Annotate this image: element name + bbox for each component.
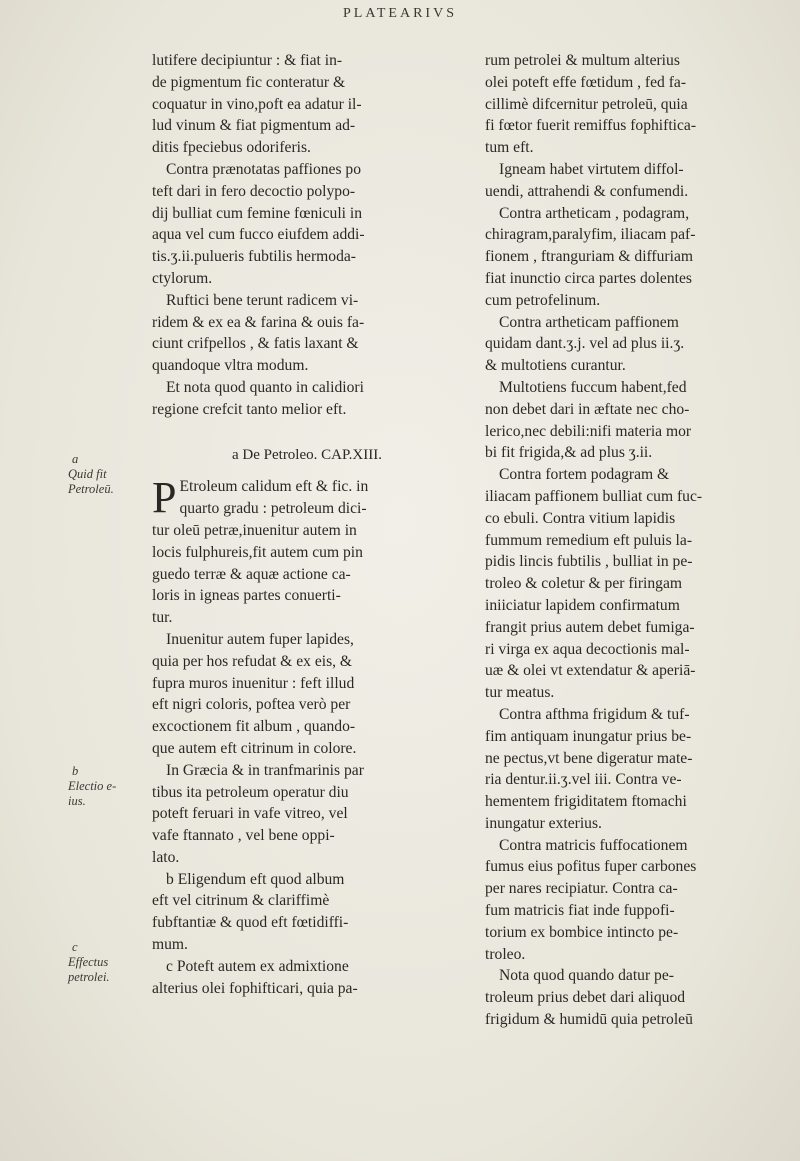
text-line: ridem & ex ea & farina & ouis fa- [152, 313, 365, 331]
text-line: alterius olei fophifticari, quia pa- [152, 979, 358, 997]
text-line: coquatur in vino,poft ea adatur il- [152, 95, 362, 113]
text-line: de pigmentum fic conteratur & [152, 73, 346, 91]
text-line: vafe ftannato , vel bene oppi- [152, 827, 335, 845]
text-line: per nares recipiatur. Contra ca- [485, 880, 678, 898]
text-line: Inuenitur autem fuper lapides, [166, 630, 354, 648]
text-line: ciunt crifpellos , & fatis laxant & [152, 335, 359, 353]
text-line: Contra afthma frigidum & tuf- [499, 705, 690, 723]
text-line: torium ex bombice intincto pe- [485, 923, 679, 941]
right-column-text [485, 50, 777, 1031]
text-line: & multotiens curantur. [485, 357, 626, 375]
text-line: tum eft. [485, 139, 534, 157]
text-line: eft vel citrinum & clariffimè [152, 892, 330, 910]
chapter-text [152, 473, 462, 999]
margin-note-text: Electio e- [68, 779, 117, 793]
text-line: fi fœtor fuerit remiffus fophiftica- [485, 117, 697, 135]
right-column [485, 50, 777, 1031]
margin-notes [0, 0, 140, 1161]
text-line: ne pectus,vt bene digeratur mate- [485, 749, 693, 767]
text-line: b Eligendum eft quod album [166, 870, 345, 888]
text-line: bi fit frigida,& ad plus ʒ.ii. [485, 444, 653, 462]
text-line: tis.ʒ.ii.pulueris fubtilis hermoda- [152, 248, 356, 266]
text-line: Contra fortem podagram & [499, 466, 670, 484]
text-line: frangit prius autem debet fumiga- [485, 618, 695, 636]
text-line: inungatur exterius. [485, 814, 602, 832]
text-line: In Græcia & in tranfmarinis par [166, 761, 364, 779]
margin-note-text: Petroleū. [68, 482, 114, 496]
text-line: aqua vel cum fucco eiufdem addi- [152, 226, 365, 244]
text-line: Igneam habet virtutem diffol- [499, 160, 684, 178]
left-column-top-text [152, 50, 462, 421]
margin-note-text: petrolei. [68, 970, 110, 984]
text-line: tur. [152, 609, 173, 627]
text-line: Contra artheticam , podagram, [499, 204, 690, 222]
text-line: Et nota quod quanto in calidiori [166, 378, 364, 396]
text-line: eft nigri coloris, poftea verò per [152, 696, 351, 714]
text-line: quia per hos refudat & ex eis, & [152, 652, 353, 670]
text-line: iniiciatur lapidem confirmatum [485, 596, 680, 614]
text-line: regione crefcit tanto melior eft. [152, 400, 347, 418]
text-line: lud vinum & fiat pigmentum ad- [152, 117, 356, 135]
margin-note-text: ius. [68, 794, 86, 808]
chapter-heading: a De Petroleo. CAP.XIII. [232, 446, 382, 463]
chapter-lines [152, 473, 462, 999]
text-line: tur oleū petræ,inuenitur autem in [152, 521, 357, 539]
text-line: Nota quod quando datur pe- [499, 967, 674, 985]
text-line: ria dentur.ii.ʒ.vel iii. Contra ve- [485, 771, 682, 789]
margin-note-text: Quid fit [68, 467, 107, 481]
text-line: tur meatus. [485, 684, 555, 702]
text-line: Contra artheticam paffionem [499, 313, 679, 331]
text-line: Contra matricis fuffocationem [499, 836, 688, 854]
text-line: fummum remedium eft puluis la- [485, 531, 693, 549]
text-line: fiat inunctio circa partes dolentes [485, 269, 692, 287]
text-line: quandoque vltra modum. [152, 357, 309, 375]
text-line: locis fulphureis,fit autem cum pin [152, 543, 363, 561]
text-line: ctylorum. [152, 269, 213, 287]
text-line: Multotiens fuccum habent,fed [499, 378, 687, 396]
text-line: chiragram,paralyfim, iliacam paf- [485, 226, 696, 244]
text-line: c Poteft autem ex admixtione [166, 957, 349, 975]
text-line: que autem eft citrinum in colore. [152, 739, 357, 757]
text-line: lerico,nec debili:nifi materia mor [485, 422, 692, 440]
text-line: quidam dant.ʒ.j. vel ad plus ii.ʒ. [485, 335, 685, 353]
text-line: tibus ita petroleum operatur diu [152, 783, 349, 801]
text-line: loris in igneas partes conuerti- [152, 587, 341, 605]
text-line: lato. [152, 848, 180, 866]
text-line: ditis fpeciebus odoriferis. [152, 139, 311, 157]
text-line: excoctionem fit album , quando- [152, 718, 356, 736]
text-line: cum petrofelinum. [485, 291, 601, 309]
text-line: fim antiquam inungatur prius be- [485, 727, 692, 745]
text-line: iliacam paffionem bulliat cum fuc- [485, 487, 703, 505]
text-line: hementem frigiditatem ftomachi [485, 793, 687, 811]
text-line: quarto gradu : petroleum dici- [179, 500, 367, 518]
text-line: frigidum & humidū quia petroleū [485, 1011, 693, 1029]
text-line: fupra muros inuenitur : feft illud [152, 674, 355, 692]
text-line: non debet dari in æftate nec cho- [485, 400, 690, 418]
text-line: ri virga ex aqua decoctionis mal- [485, 640, 690, 658]
drop-cap: P [152, 473, 177, 523]
text-line: fionem , ftranguriam & diffuriam [485, 248, 694, 266]
text-line: troleo. [485, 945, 526, 963]
margin-note-letter: a [72, 452, 79, 466]
text-line: guedo terræ & aquæ actione ca- [152, 565, 351, 583]
text-line: fumus eius pofitus fuper carbones [485, 858, 697, 876]
text-line: Etroleum calidum eft & fic. in [179, 478, 369, 496]
text-line: pidis lincis fubtilis , bulliat in pe- [485, 553, 693, 571]
text-line: teft dari in fero decoctio polypo- [152, 182, 356, 200]
margin-note-c [68, 940, 148, 985]
text-line: fubftantiæ & quod eft fœtidiffi- [152, 914, 349, 932]
margin-note-letter: c [72, 940, 78, 954]
text-line: fum matricis fiat inde fuppofi- [485, 902, 675, 920]
text-line: co ebuli. Contra vitium lapidis [485, 509, 676, 527]
text-line: uæ & olei vt extendatur & aperiā- [485, 662, 696, 680]
text-line: rum petrolei & multum alterius [485, 52, 680, 69]
margin-note-b [68, 764, 148, 809]
text-line: dij bulliat cum femine fœniculi in [152, 204, 363, 222]
margin-note-a [68, 452, 148, 497]
running-head: PLATEARIVS [342, 6, 457, 21]
text-line: Ruftici bene terunt radicem vi- [166, 291, 359, 309]
margin-note-text: Effectus [68, 955, 109, 969]
text-line: uendi, attrahendi & confumendi. [485, 182, 689, 200]
text-line: lutifere decipiuntur : & fiat in- [152, 52, 343, 69]
text-line: Contra prænotatas paffiones po [166, 160, 362, 178]
text-line: cillimè difcernitur petroleū, quia [485, 95, 688, 113]
text-line: poteft feruari in vafe vitreo, vel [152, 805, 348, 823]
text-line: troleum prius debet dari aliquod [485, 989, 686, 1007]
left-column [152, 50, 462, 999]
text-line: troleo & coletur & per firingam [485, 575, 683, 593]
margin-note-letter: b [72, 764, 79, 778]
text-line: olei poteft effe fœtidum , fed fa- [485, 73, 687, 91]
text-line: mum. [152, 936, 188, 954]
